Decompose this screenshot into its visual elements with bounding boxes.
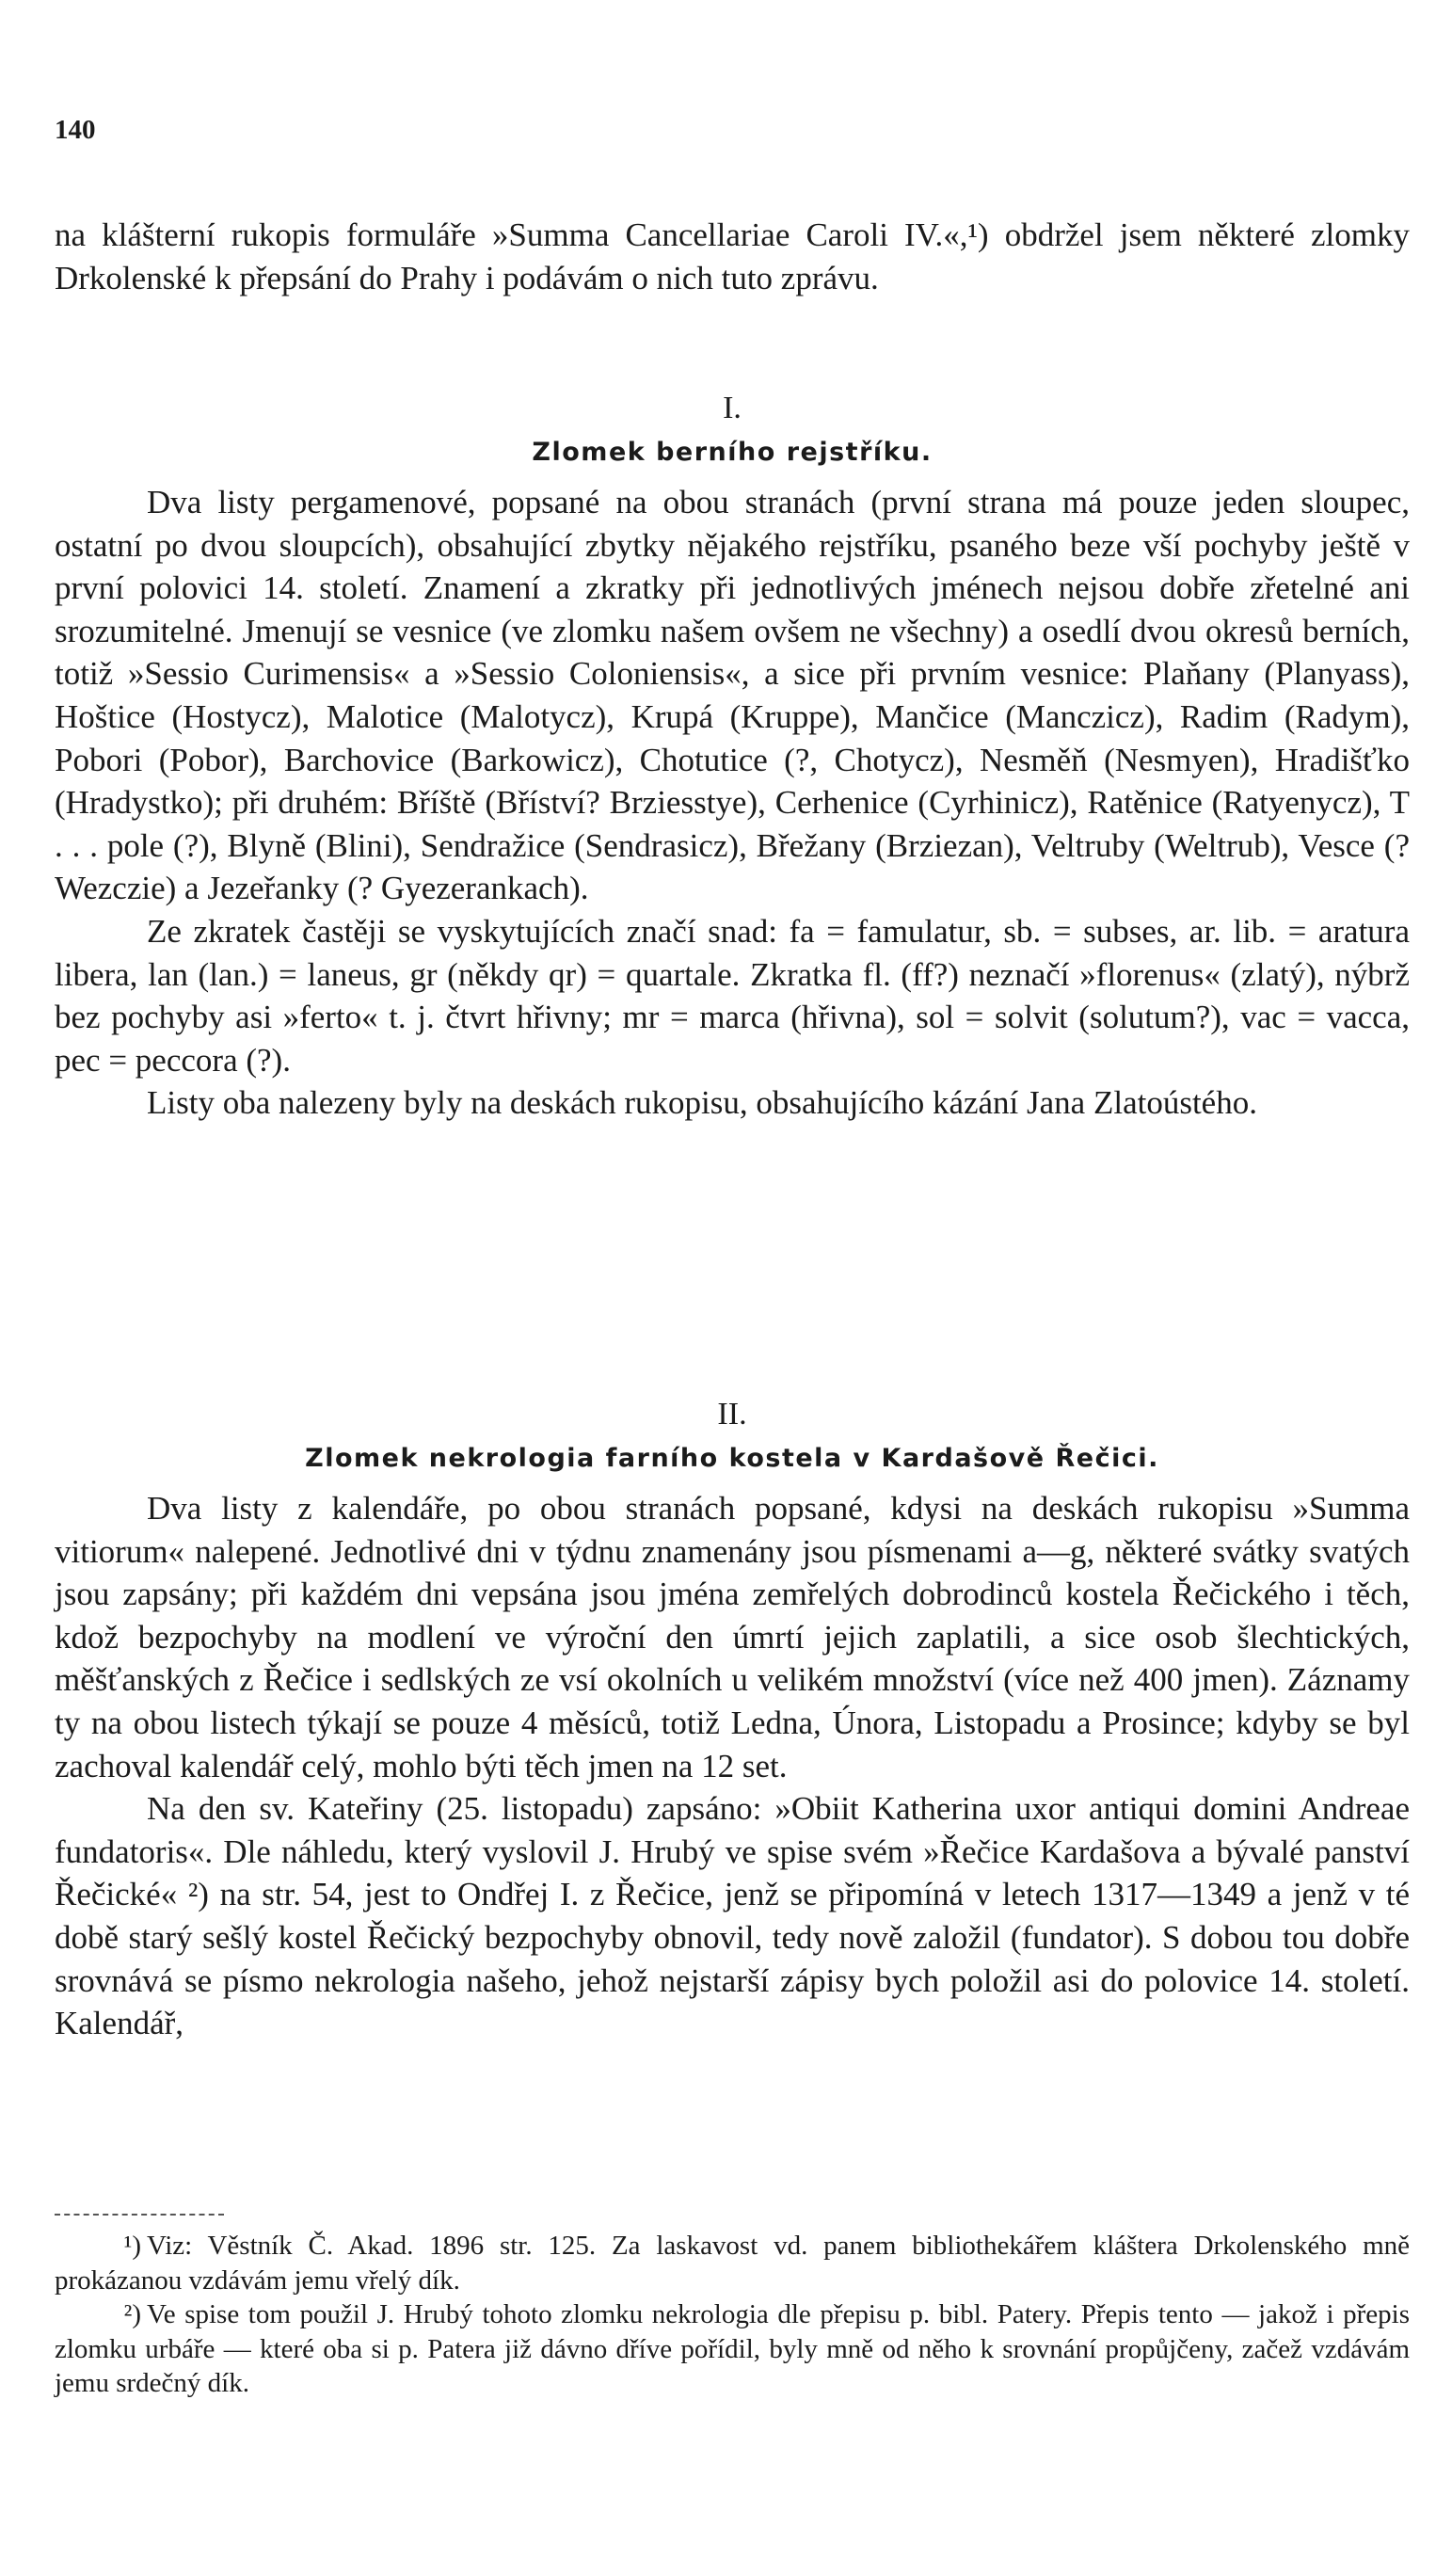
footnote-1 — [55, 2229, 1410, 2297]
footnote-1-mark: ¹) — [123, 2231, 141, 2261]
intro-block — [55, 214, 1410, 299]
section-1-paragraph-2: Ze zkratek častěji se vyskytujících značí snad: fa = famulatur, sb. = subses, ar. lib. = aratura libera, lan (lan.) = laneus, gr (někdy qr) = quartale. Zkratka fl. (ff?) neznačí »florenus« (zlatý), nýbrž bez pochyby asi »ferto« t. j. čtvrt hřivny; mr = marca (hřivna), sol = solvit (solutum?), vac = vacca, pec = peccora (?). — [55, 912, 1410, 1079]
section-2-title: Zlomek nekrologia farního kostela v Kardašově Řečici. — [305, 1444, 1159, 1473]
footnote-1-text: Viz: Věstník Č. Akad. 1896 str. 125. Za laskavost vd. panem bibliothekářem kláštera Drkolenského mně prokázanou vzdávám jemu vřelý dík. — [55, 2231, 1410, 2296]
section-1-number: I. — [723, 391, 742, 425]
intro-paragraph: na klášterní rukopis formuláře »Summa Cancellariae Caroli IV.«,¹) obdržel jsem některé zlomky Drkolenské k přepsání do Prahy i podávám o nich tuto zprávu. — [55, 216, 1410, 296]
section-1 — [55, 387, 1410, 1125]
footnote-2-mark: ²) — [123, 2299, 141, 2329]
footnote-2-text: Ve spise tom použil J. Hrubý tohoto zlomku nekrologia dle přepisu p. bibl. Patery. Přepis tento — jakož i přepis zlomku urbáře — které oba si p. Patera již dávno dříve pořídil, byly mně od něho k srovnání propůjčeny, začež vzdávám jemu srdečný dík. — [55, 2299, 1410, 2398]
section-1-paragraph-1: Dva listy pergamenové, popsané na obou stranách (první strana má pouze jeden sloupec, ostatní po dvou sloupcích), obsahující zbytky nějakého rejstříku, psaného beze vší pochyby ještě v první polovici 14. století. Znamení a zkratky při jednotlivých jménech nejsou dobře zřetelné ani srozumitelné. Jmenují se vesnice (ve zlomku našem ovšem ne všechny) a osedlí dvou okresů berních, totiž »Sessio Curimensis« a »Sessio Coloniensis«, a sice při prvním vesnice: Plaňany (Planyass), Hoštice (Hostycz), Malotice (Malotycz), Krupá (Kruppe), Mančice (Manczicz), Radim (Radym), Pobori (Pobor), Barchovice (Barkowicz), Chotutice (?, Chotycz), Nesměň (Nesmyen), Hradišťko (Hradystko); při druhém: Bříště (Bříství? Brziesstye), Cerhenice (Cyrhinicz), Ratěnice (Ratyenycz), T . . . pole (?), Blyně (Blini), Sendražice (Sendrasicz), Břežany (Brziezan), Veltruby (Weltrub), Vesce (? Wezczie) a Jezeřanky (? Gyezerankach). — [55, 484, 1410, 907]
section-2-number: II. — [717, 1397, 747, 1432]
section-1-paragraph-3: Listy oba nalezeny byly na deskách rukopisu, obsahujícího kázání Jana Zlatoústého. — [147, 1084, 1257, 1122]
section-2 — [55, 1393, 1410, 2045]
section-1-title: Zlomek berního rejstříku. — [532, 438, 933, 467]
footnote-2 — [55, 2297, 1410, 2401]
section-2-paragraph-2: Na den sv. Kateřiny (25. listopadu) zapsáno: »Obiit Katherina uxor antiqui domini Andreae fundatoris«. Dle náhledu, který vyslovil J. Hrubý ve spise svém »Řečice Kardašova a bývalé panství Řečické« ²) na str. 54, jest to Ondřej I. z Řečice, jenž se připomíná v letech 1317—1349 a jenž v té době starý sešlý kostel Řečický bezpochyby obnovil, tedy nově založil (fundator). S dobou tou dobře srovnává se písmo nekrologia našeho, jehož nejstarší zápisy bych položil asi do polovice 14. století. Kalendář, — [55, 1790, 1410, 2042]
section-2-paragraph-1: Dva listy z kalendáře, po obou stranách popsané, kdysi na deskách rukopisu »Summa vitiorum« nalepené. Jednotlivé dni v týdnu znamenány jsou písmenami a—g, některé svátky svatých jsou zapsány; při každém dni vepsána jsou jména zemřelých dobrodinců kostela Řečického i těch, kdož bezpochyby na modlení ve výroční den úmrtí jejich zaplatili, a sice osob šlechtických, měšťanských z Řečice i sedlských ze vsí okolních u velikém množství (více než 400 jmen). Záznamy ty na obou listech týkají se pouze 4 měsíců, totiž Ledna, Února, Listopadu a Prosince; kdyby se byl zachoval kalendář celý, mohlo býti těch jmen na 12 set. — [55, 1490, 1410, 1784]
footnote-divider — [55, 2214, 224, 2216]
footnotes — [55, 2229, 1410, 2401]
page-number: 140 — [55, 115, 96, 145]
